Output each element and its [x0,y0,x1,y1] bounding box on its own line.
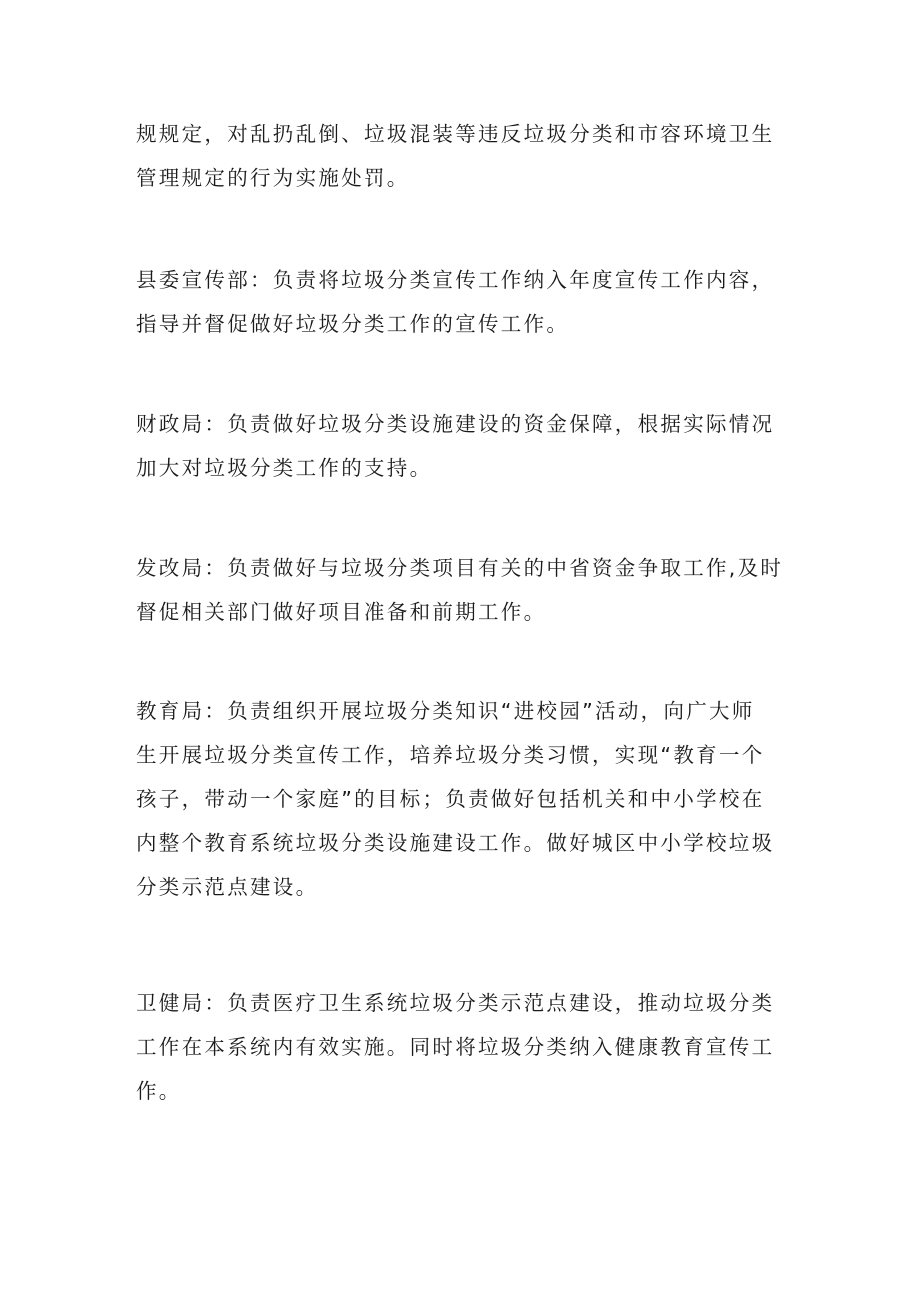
text-line: 工作在本系统内有效实施。同时将垃圾分类纳入健康教育宣传工 [136,1035,775,1059]
paragraph-education-bureau [136,689,796,909]
text-line: 管理规定的行为实施处罚。 [136,166,410,190]
text-line: 指导并督促做好垃圾分类工作的宣传工作。 [136,312,570,336]
paragraph-finance-bureau [136,402,796,490]
text-line: 卫健局：负责医疗卫生系统垃圾分类示范点建设，推动垃圾分类 [136,991,775,1015]
text-line: 财政局：负责做好垃圾分类设施建设的资金保障，根据实际情况 [136,412,775,436]
text-line: 孩子，带动一个家庭”的目标；负责做好包括机关和中小学校在 [136,787,765,811]
text-line: 生开展垃圾分类宣传工作，培养垃圾分类习惯，实现“教育一个 [136,743,765,767]
paragraph-development-reform-bureau [136,546,796,634]
paragraph-penalty-continuation [136,112,796,200]
text-line: 分类示范点建设。 [136,875,319,899]
text-line: 发改局：负责做好与垃圾分类项目有关的中省资金争取工作,及时 [136,556,784,580]
text-line: 教育局：负责组织开展垃圾分类知识“进校园”活动，向广大师 [136,699,755,723]
paragraph-health-bureau [136,981,796,1113]
text-line: 加大对垃圾分类工作的支持。 [136,456,433,480]
text-line: 规规定，对乱扔乱倒、垃圾混装等违反垃圾分类和市容环境卫生 [136,122,775,146]
paragraph-publicity-department [136,258,796,346]
text-line: 督促相关部门做好项目准备和前期工作。 [136,600,547,624]
text-line: 内整个教育系统垃圾分类设施建设工作。做好城区中小学校垃圾 [136,831,775,855]
text-line: 作。 [136,1079,182,1103]
text-line: 县委宣传部：负责将垃圾分类宣传工作纳入年度宣传工作内容， [136,268,775,292]
